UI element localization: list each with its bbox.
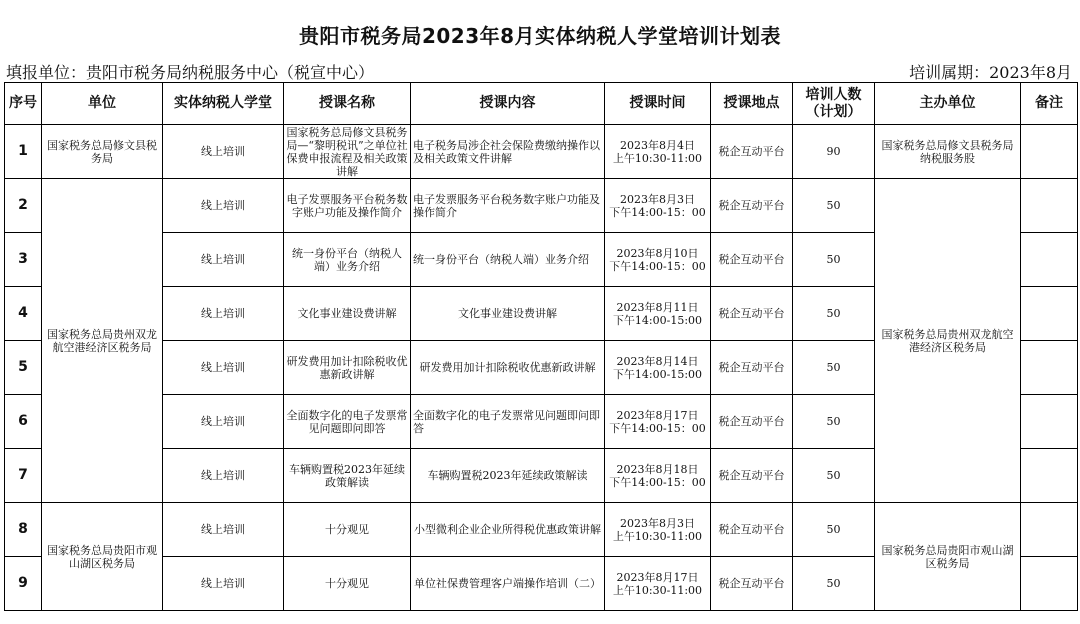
row-count: 50 [793, 233, 875, 287]
row-location: 税企互动平台 [711, 557, 793, 611]
row-remark [1021, 341, 1078, 395]
row-time-range: 上午10:30-11:00 [612, 529, 703, 543]
row-mode: 线上培训 [163, 287, 284, 341]
header-remark: 备注 [1021, 83, 1078, 125]
row-time [605, 179, 711, 233]
row-seq: 1 [5, 125, 42, 179]
row-time-range: 上午10:30-11:00 [612, 583, 703, 597]
row-time [605, 233, 711, 287]
row-count: 50 [793, 395, 875, 449]
row-date: 2023年8月3日 [620, 516, 695, 530]
header-count: 培训人数（计划） [793, 83, 875, 125]
row-course-name: 车辆购置税2023年延续政策解读 [284, 449, 411, 503]
row-seq: 3 [5, 233, 42, 287]
row-course-content: 统一身份平台（纳税人端）业务介绍 [411, 233, 605, 287]
row-mode: 线上培训 [163, 395, 284, 449]
header-location: 授课地点 [711, 83, 793, 125]
row-time-range: 下午14:00-15:00 [612, 313, 703, 327]
row-time-range: 下午14:00-15：00 [609, 475, 706, 489]
row-remark [1021, 449, 1078, 503]
row-seq: 5 [5, 341, 42, 395]
row-location: 税企互动平台 [711, 233, 793, 287]
header-time: 授课时间 [605, 83, 711, 125]
row-seq: 8 [5, 503, 42, 557]
row-date: 2023年8月11日 [616, 300, 699, 314]
row-count: 50 [793, 503, 875, 557]
row-course-content: 电子发票服务平台税务数字账户功能及操作简介 [411, 179, 605, 233]
row-count: 50 [793, 341, 875, 395]
training-plan-table [4, 82, 1078, 611]
header-host: 主办单位 [875, 83, 1021, 125]
row-mode: 线上培训 [163, 449, 284, 503]
row-time-range: 下午14:00-15：00 [609, 421, 706, 435]
row-course-content: 电子税务局涉企社会保险费缴纳操作以及相关政策文件讲解 [411, 125, 605, 179]
row-count: 50 [793, 557, 875, 611]
page-title: 贵阳市税务局2023年8月实体纳税人学堂培训计划表 [298, 24, 782, 48]
header-seq: 序号 [5, 83, 42, 125]
row-count: 50 [793, 179, 875, 233]
row-seq: 2 [5, 179, 42, 233]
row-time-range: 下午14:00-15：00 [609, 259, 706, 273]
row-count: 50 [793, 449, 875, 503]
row-course-content: 全面数字化的电子发票常见问题即问即答 [411, 395, 605, 449]
row-remark [1021, 503, 1078, 557]
row-seq: 7 [5, 449, 42, 503]
row-count: 90 [793, 125, 875, 179]
table-row [5, 179, 1078, 233]
row-time [605, 125, 711, 179]
row-time [605, 503, 711, 557]
row-remark [1021, 233, 1078, 287]
header-mode: 实体纳税人学堂 [163, 83, 284, 125]
row-time-range: 下午14:00-15：00 [609, 205, 706, 219]
row-course-name: 十分观见 [284, 503, 411, 557]
table-row [5, 125, 1078, 179]
row-time [605, 557, 711, 611]
row-course-content: 车辆购置税2023年延续政策解读 [411, 449, 605, 503]
row-date: 2023年8月17日 [616, 570, 699, 584]
row-time-range: 上午10:30-11:00 [612, 151, 703, 165]
row-host: 国家税务总局贵阳市观山湖区税务局 [875, 503, 1021, 611]
row-unit: 国家税务总局贵阳市观山湖区税务局 [42, 503, 163, 611]
row-course-content: 文化事业建设费讲解 [411, 287, 605, 341]
row-mode: 线上培训 [163, 557, 284, 611]
row-remark [1021, 179, 1078, 233]
row-date: 2023年8月14日 [616, 354, 699, 368]
row-location: 税企互动平台 [711, 341, 793, 395]
row-course-name: 研发费用加计扣除税收优惠新政讲解 [284, 341, 411, 395]
row-remark [1021, 395, 1078, 449]
header-course-content: 授课内容 [411, 83, 605, 125]
row-time-range: 下午14:00-15:00 [612, 367, 703, 381]
row-seq: 9 [5, 557, 42, 611]
row-location: 税企互动平台 [711, 449, 793, 503]
row-time [605, 341, 711, 395]
row-course-name: 十分观见 [284, 557, 411, 611]
row-course-name: 全面数字化的电子发票常见问题即问即答 [284, 395, 411, 449]
row-unit: 国家税务总局贵州双龙航空港经济区税务局 [42, 179, 163, 503]
row-remark [1021, 287, 1078, 341]
row-time [605, 287, 711, 341]
row-course-content: 单位社保费管理客户端操作培训（二） [411, 557, 605, 611]
row-course-name: 电子发票服务平台税务数字账户功能及操作简介 [284, 179, 411, 233]
reporting-unit: 填报单位：贵阳市税务局纳税服务中心（税宣中心） [6, 63, 375, 82]
row-time [605, 449, 711, 503]
row-mode: 线上培训 [163, 341, 284, 395]
row-date: 2023年8月17日 [616, 408, 699, 422]
row-date: 2023年8月3日 [620, 192, 695, 206]
row-remark [1021, 125, 1078, 179]
row-seq: 6 [5, 395, 42, 449]
row-course-name: 统一身份平台（纳税人端）业务介绍 [284, 233, 411, 287]
row-location: 税企互动平台 [711, 287, 793, 341]
row-mode: 线上培训 [163, 179, 284, 233]
row-host: 国家税务总局修文县税务局纳税服务股 [875, 125, 1021, 179]
row-unit: 国家税务总局修文县税务局 [42, 125, 163, 179]
row-time [605, 395, 711, 449]
row-course-name: 国家税务总局修文县税务局—“黎明税讯”之单位社保费申报流程及相关政策讲解 [284, 125, 411, 179]
row-mode: 线上培训 [163, 233, 284, 287]
training-period: 培训属期：2023年8月 [909, 63, 1072, 82]
row-mode: 线上培训 [163, 125, 284, 179]
row-location: 税企互动平台 [711, 395, 793, 449]
row-course-content: 研发费用加计扣除税收优惠新政讲解 [411, 341, 605, 395]
row-location: 税企互动平台 [711, 125, 793, 179]
row-count: 50 [793, 287, 875, 341]
row-location: 税企互动平台 [711, 503, 793, 557]
row-date: 2023年8月4日 [620, 138, 695, 152]
table-header-row [5, 83, 1078, 125]
row-date: 2023年8月10日 [616, 246, 699, 260]
header-unit: 单位 [42, 83, 163, 125]
row-mode: 线上培训 [163, 503, 284, 557]
row-location: 税企互动平台 [711, 179, 793, 233]
row-remark [1021, 557, 1078, 611]
row-date: 2023年8月18日 [616, 462, 699, 476]
row-course-content: 小型微利企业企业所得税优惠政策讲解 [411, 503, 605, 557]
row-host: 国家税务总局贵州双龙航空港经济区税务局 [875, 179, 1021, 503]
row-seq: 4 [5, 287, 42, 341]
row-course-name: 文化事业建设费讲解 [284, 287, 411, 341]
header-course-name: 授课名称 [284, 83, 411, 125]
table-row [5, 503, 1078, 557]
